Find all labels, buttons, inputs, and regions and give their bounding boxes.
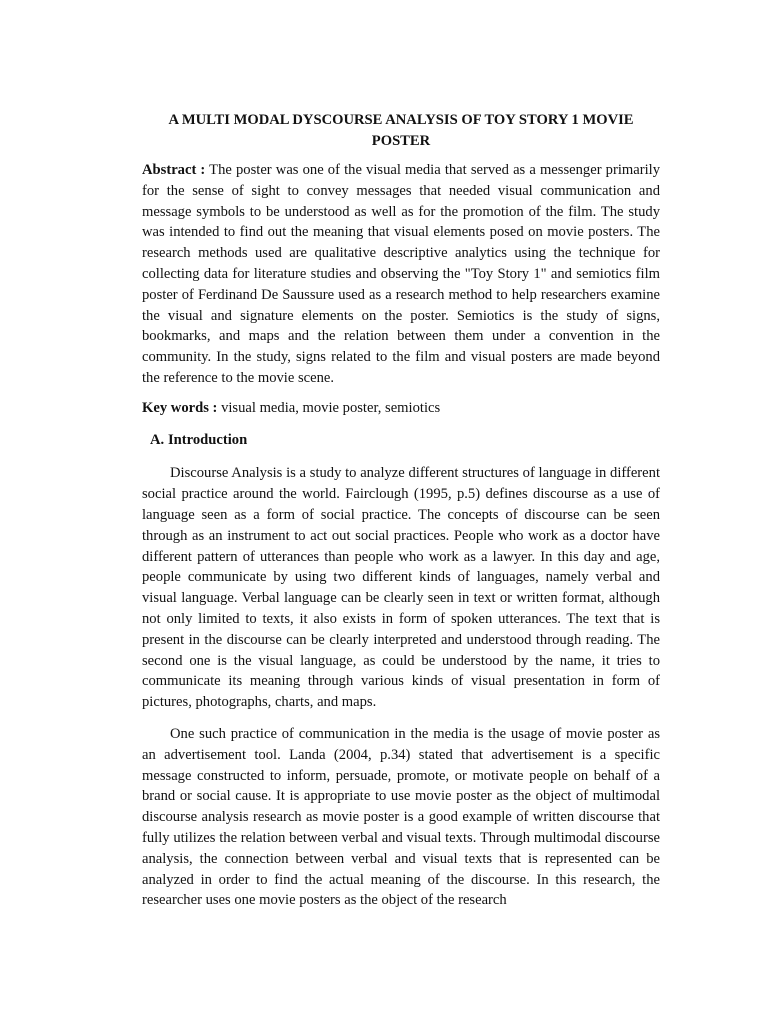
abstract-label: Abstract : [142,162,206,178]
section-heading-introduction [150,430,660,451]
body-paragraph: One such practice of communication in the media is the usage of movie poster as an advertisement tool. Landa (2004, p.34) stated that advertisement is a specific message constructed to inform, persuade, promote, or motivate people on behalf of a brand or social cause. It is appropriate to use movie poster as the object of multimodal discourse analysis research as movie poster is a good example of written discourse that fully utilizes the relation between verbal and visual texts. Through multimodal discourse analysis, the connection between verbal and visual texts that is represented can be analyzed in order to find the actual meaning of the discourse. In this research, the researcher uses one movie posters as the object of the research [142,725,660,909]
document-page [142,110,660,922]
section-title: Introduction [168,431,248,448]
paper-title: A MULTI MODAL DYSCOURSE ANALYSIS OF TOY STORY 1 MOVIE POSTER [168,112,634,149]
keywords-text: visual media, movie poster, semiotics [221,399,441,416]
body-paragraph: Discourse Analysis is a study to analyze different structures of language in different social practice around the world. Fairclough (1995, p.5) defines discourse as a use of language seen as a form of social practice. The concepts of discourse can be seen through as an instrument to act out social practices. People who work as a doctor have different pattern of utterances than people who work as a lawyer. In this day and age, people communicate by using two different kinds of languages, namely verbal and visual language. Verbal language can be clearly seen in text or written format, although not only limited to texts, it also exists in form of spoken utterances. The text that is present in the discourse can be clearly interpreted and understood through reading. The second one is the visual language, as could be understood by the name, it tries to communicate its meaning through various kinds of visual presentation in form of pictures, photographs, charts, and maps. [142,465,660,711]
keywords-label: Key words : [142,399,218,416]
abstract-text: The poster was one of the visual media that served as a messenger primarily for the sense of sight to convey messages that needed visual communication and message symbols to be understood as well as for the promotion of the film. The study was intended to find out the meaning that visual elements posed on movie posters. The research methods used are qualitative descriptive analytics using the technique for collecting data for literature studies and observing the "Toy Story 1" and semiotics film poster of Ferdinand De Saussure used as a research method to help researchers examine the visual and signature elements on the poster. Semiotics is the study of signs, bookmarks, and maps and the relation between them under a convention in the community. In the study, signs related to the film and visual posters are made beyond the reference to the movie scene. [142,162,660,386]
section-number: A. [150,431,165,448]
abstract-paragraph [142,160,660,389]
keywords-line [142,398,660,419]
